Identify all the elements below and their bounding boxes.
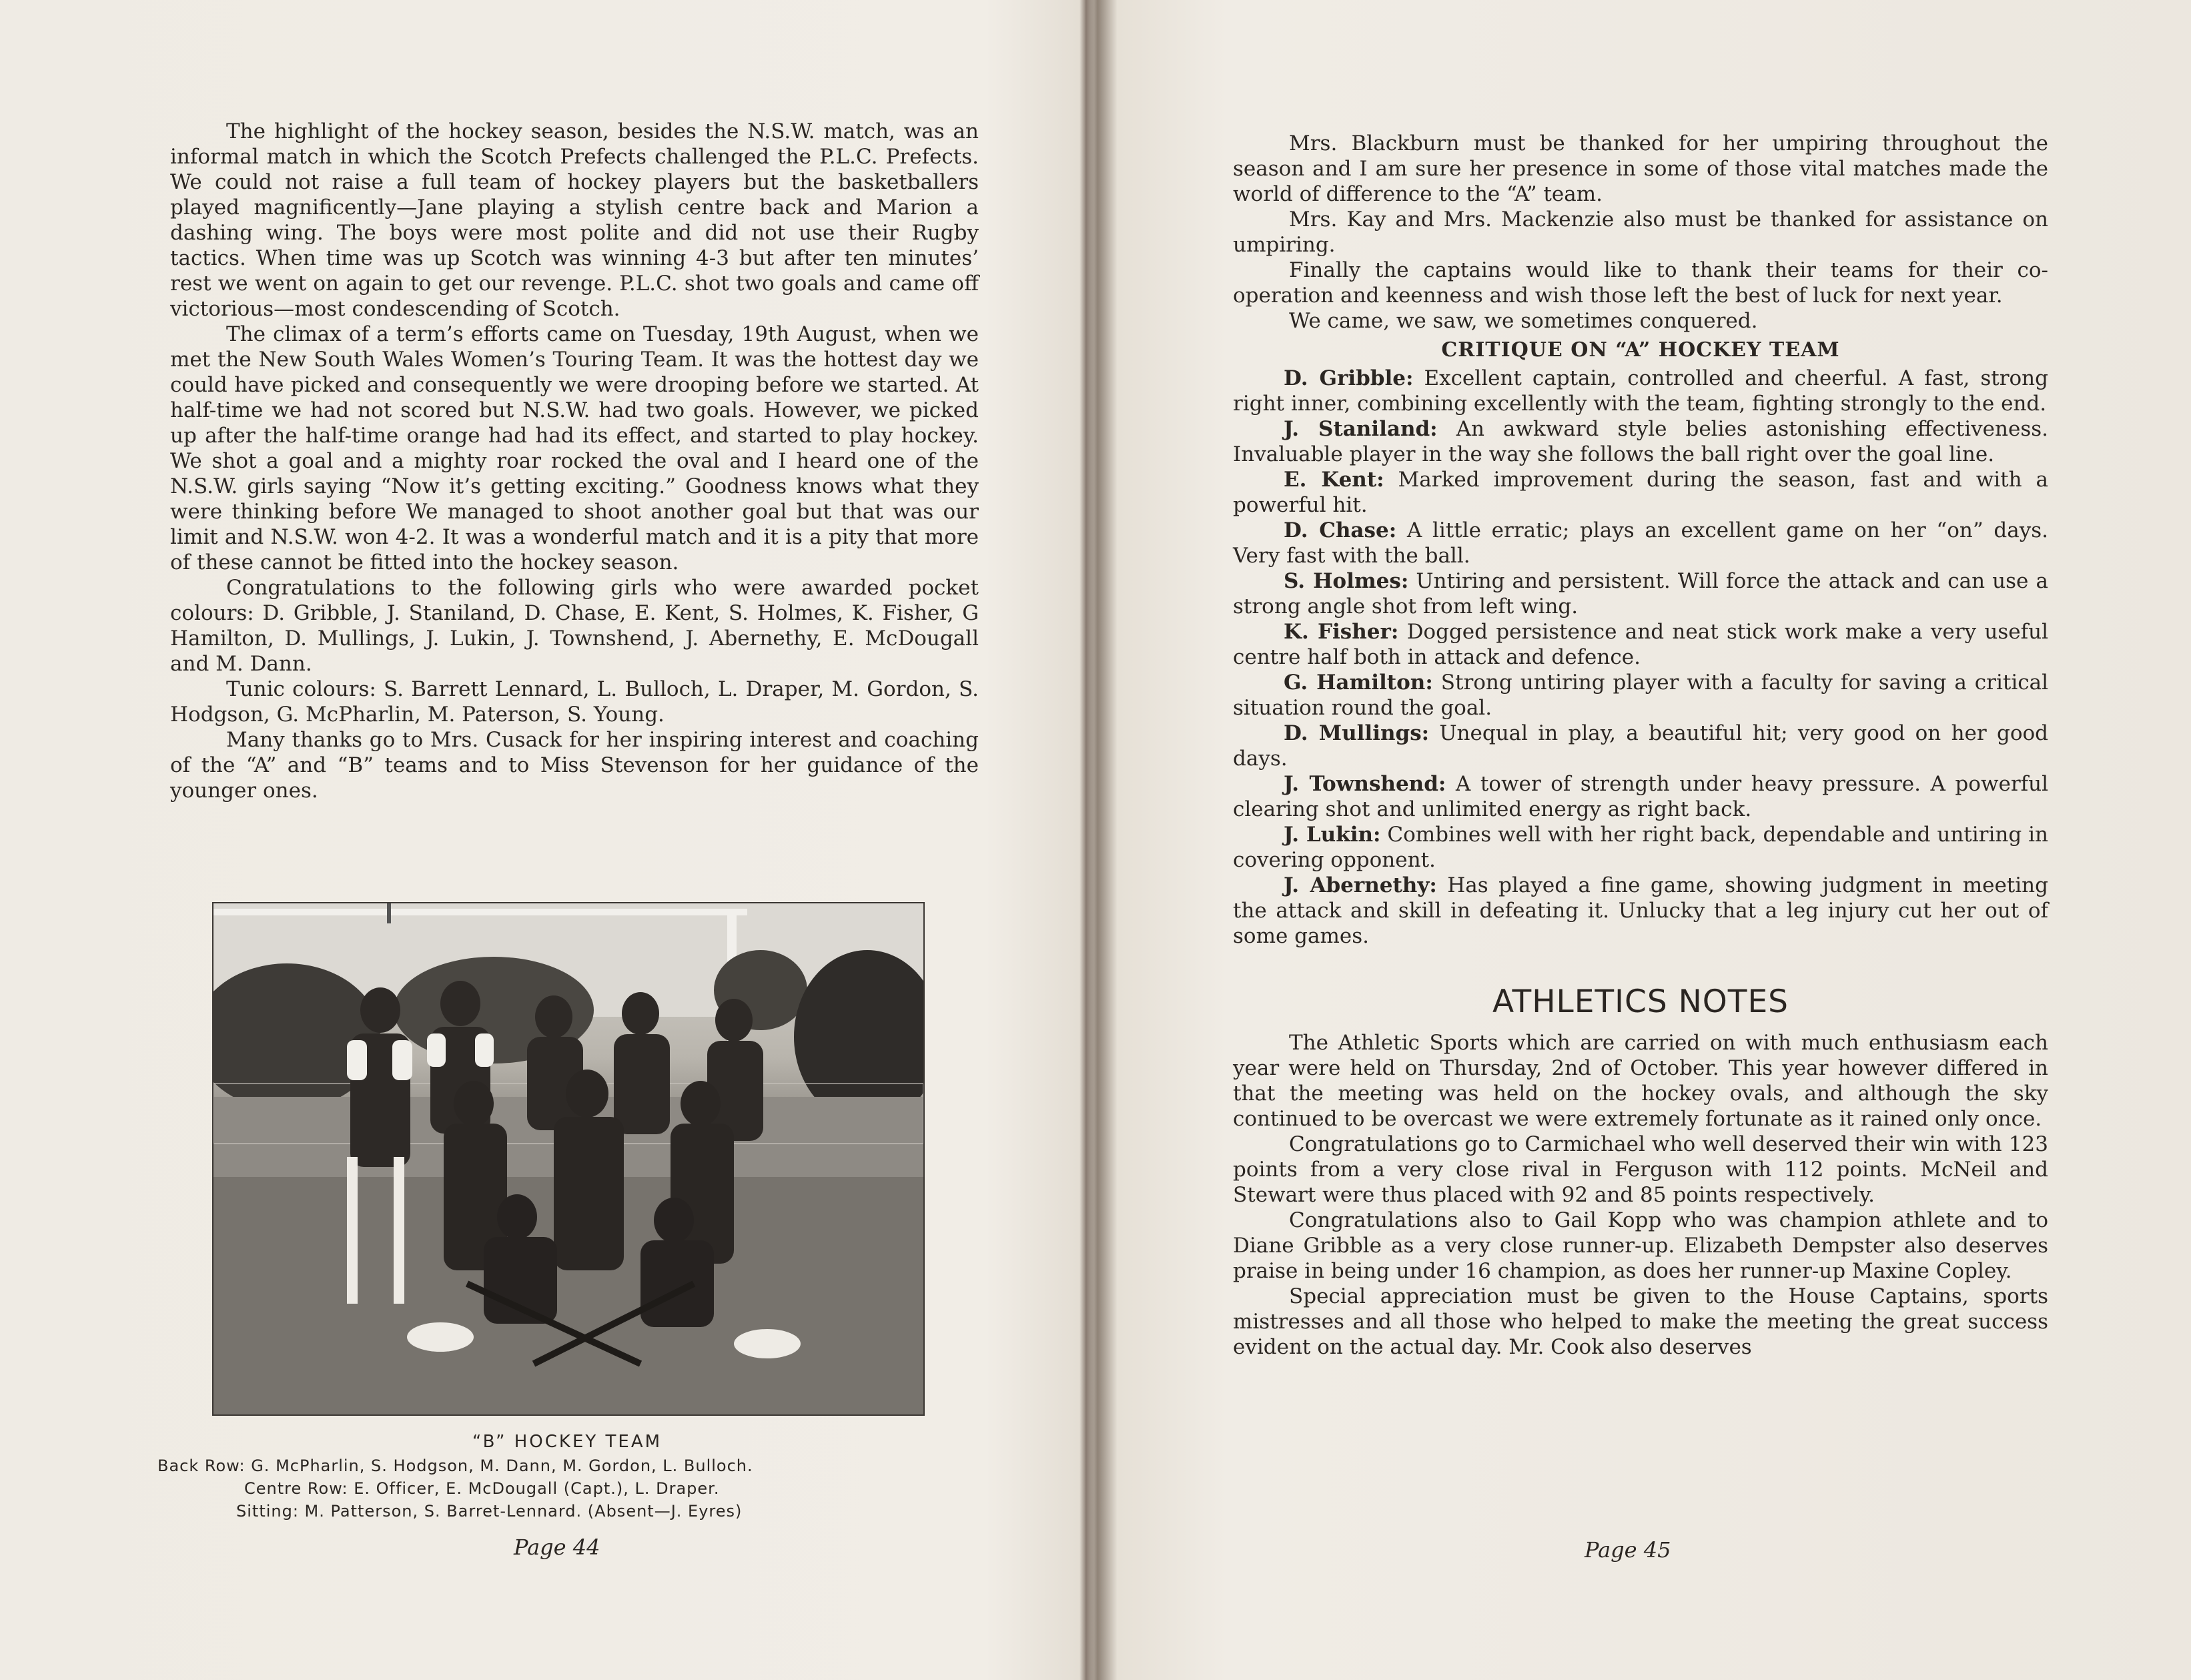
paragraph: Mrs. Kay and Mrs. Mackenzie also must be thanked for assistance on umpiring. bbox=[1233, 207, 2048, 257]
player-name: J. Townshend: bbox=[1284, 772, 1446, 796]
athletics-heading: ATHLETICS NOTES bbox=[1492, 983, 1789, 1020]
team-photo-illustration bbox=[213, 903, 923, 1414]
critique-text: An awkward style belies astonishing effectiveness. Invaluable player in the way she follows the ball right over the goal line. bbox=[1233, 417, 2048, 466]
page-right bbox=[1094, 0, 2191, 1680]
critique-text: Unequal in play, a beautiful hit; very good on her good days. bbox=[1233, 721, 2049, 771]
paragraph: The climax of a term’s efforts came on Tuesday, 19th August, when we met the New South Wales Women’s Touring Team. It was the hottest day we could have picked and consequently we were drooping before we started. At half-time we had not scored but N.S.W. had two goals. However, we picked up after the half-time orange had had its effect, and started to play hockey. We shot a goal and a mighty roar rocked the oval and I heard one of the N.S.W. girls saying “Now it’s getting exciting.” Goodness knows what they were thinking before We managed to shoot another goal but that was our limit and N.S.W. won 4-2. It was a wonderful match and it is a pity that more of these cannot be fitted into the hockey season. bbox=[170, 322, 979, 574]
critique-text: Untiring and persistent. Will force the attack and can use a strong angle shot from left wing. bbox=[1233, 569, 2048, 618]
critique-text: Excellent captain, controlled and cheerful. A fast, strong right inner, combining excellently with the team, fighting strongly to the end. bbox=[1233, 366, 2048, 416]
player-name: J. Abernethy: bbox=[1284, 873, 1437, 897]
critique-text: Combines well with her right back, dependable and untiring in covering opponent. bbox=[1233, 823, 2048, 872]
critique-heading: CRITIQUE ON “A” HOCKEY TEAM bbox=[1441, 338, 1840, 362]
critique-entry bbox=[1233, 822, 2048, 873]
paragraph: We came, we saw, we sometimes conquered. bbox=[1289, 309, 1758, 333]
paragraph: Congratulations to the following girls who were awarded pocket colours: D. Gribble, J. Staniland, D. Chase, E. Kent, S. Holmes, K. Fisher, G Hamilton, D. Mullings, J. Lukin, J. Townshend, J. Abernethy, E. McDougall and M. Dann. bbox=[170, 576, 979, 676]
critique-entry bbox=[1233, 721, 2048, 771]
paragraph: Congratulations also to Gail Kopp who was champion athlete and to Diane Gribble as a very close runner-up. Elizabeth Dempster also deserves praise in being under 16 champion, as does her runner-up Maxine Copley. bbox=[1233, 1208, 2048, 1283]
page-number-right: Page 45 bbox=[1585, 1537, 1671, 1563]
player-name: S. Holmes: bbox=[1284, 569, 1409, 593]
critique-text: A little erratic; plays an excellent game on her “on” days. Very fast with the ball. bbox=[1233, 518, 2048, 568]
caption-centre-row: Centre Row: E. Officer, E. McDougall (Capt.), L. Draper. bbox=[244, 1479, 720, 1498]
photo-caption bbox=[157, 1454, 978, 1523]
player-name: E. Kent: bbox=[1284, 468, 1384, 492]
critique-entry bbox=[1233, 568, 2048, 619]
critique-entry bbox=[1233, 873, 2048, 949]
critique-text: Has played a fine game, showing judgment in meeting the attack and skill in defeating it. Unlucky that a leg injury cut her out of some games. bbox=[1233, 873, 2048, 948]
player-name: J. Lukin: bbox=[1284, 823, 1381, 847]
paragraph: The Athletic Sports which are carried on with much enthusiasm each year were held on Thursday, 2nd of October. This year however differed in that the meeting was held on the hockey ovals, and although the sky continued to be overcast we were extremely fortunate as it rained only once. bbox=[1233, 1031, 2048, 1131]
player-name: D. Mullings: bbox=[1284, 721, 1430, 745]
critique-entry bbox=[1233, 670, 2048, 721]
page-left bbox=[0, 0, 1081, 1680]
paragraph: Congratulations go to Carmichael who well deserved their win with 123 points from a very close rival in Ferguson with 112 points. McNeil and Stewart were thus placed with 92 and 85 points respectively. bbox=[1233, 1132, 2048, 1207]
right-text-column bbox=[1233, 131, 2048, 1360]
caption-sitting-row: Sitting: M. Patterson, S. Barret-Lennard. (Absent—J. Eyres) bbox=[236, 1502, 743, 1521]
caption-back-row: Back Row: G. McPharlin, S. Hodgson, M. Dann, M. Gordon, L. Bulloch. bbox=[157, 1456, 753, 1475]
critique-text: Marked improvement during the season, fast and with a powerful hit. bbox=[1233, 468, 2048, 517]
critique-text: Dogged persistence and neat stick work make a very useful centre half both in attack and defence. bbox=[1233, 620, 2048, 669]
critique-entry bbox=[1233, 467, 2048, 518]
critique-text: Strong untiring player with a faculty for saving a critical situation round the goal. bbox=[1233, 671, 2048, 720]
critique-entry bbox=[1233, 619, 2048, 670]
player-name: K. Fisher: bbox=[1284, 620, 1399, 644]
book-gutter bbox=[1079, 0, 1094, 1680]
critique-text: A tower of strength under heavy pressure. A powerful clearing shot and unlimited energy as right back. bbox=[1233, 772, 2048, 821]
critique-entry bbox=[1233, 771, 2048, 822]
paragraph: Finally the captains would like to thank their teams for their co-operation and keenness and wish those left the best of luck for next year. bbox=[1233, 258, 2048, 308]
paragraph: Mrs. Blackburn must be thanked for her umpiring throughout the season and I am sure her presence in some of those vital matches made the world of difference to the “A” team. bbox=[1233, 131, 2048, 206]
player-name: D. Gribble: bbox=[1284, 366, 1414, 390]
left-text-column bbox=[170, 119, 979, 803]
page-number-left: Page 44 bbox=[514, 1535, 600, 1560]
paragraph: The highlight of the hockey season, besides the N.S.W. match, was an informal match in which the Scotch Prefects challenged the P.L.C. Prefects. We could not raise a full team of hockey players but the basketballers played magnificently—Jane playing a stylish centre back and Marion a dashing wing. The boys were most polite and did not use their Rugby tactics. When time was up Scotch was winning 4-3 but after ten minutes’ rest we went on again to get our revenge. P.L.C. shot two goals and came off victorious—most condescending of Scotch. bbox=[170, 119, 979, 321]
player-name: J. Staniland: bbox=[1284, 417, 1438, 441]
critique-entry bbox=[1233, 366, 2048, 416]
paragraph: Many thanks go to Mrs. Cusack for her inspiring interest and coaching of the “A” and “B” teams and to Miss Stevenson for her guidance of the younger ones. bbox=[170, 728, 979, 803]
player-name: G. Hamilton: bbox=[1284, 671, 1433, 695]
paragraph: Tunic colours: S. Barrett Lennard, L. Bulloch, L. Draper, M. Gordon, S. Hodgson, G. McPharlin, M. Paterson, S. Young. bbox=[170, 677, 979, 727]
team-photo bbox=[212, 902, 925, 1416]
critique-entry bbox=[1233, 518, 2048, 568]
critique-entry bbox=[1233, 416, 2048, 467]
player-name: D. Chase: bbox=[1284, 518, 1397, 542]
photo-caption-title: “B” HOCKEY TEAM bbox=[472, 1432, 663, 1452]
paragraph: Special appreciation must be given to the House Captains, sports mistresses and all those who helped to make the meeting the great success evident on the actual day. Mr. Cook also deserves bbox=[1233, 1284, 2048, 1359]
